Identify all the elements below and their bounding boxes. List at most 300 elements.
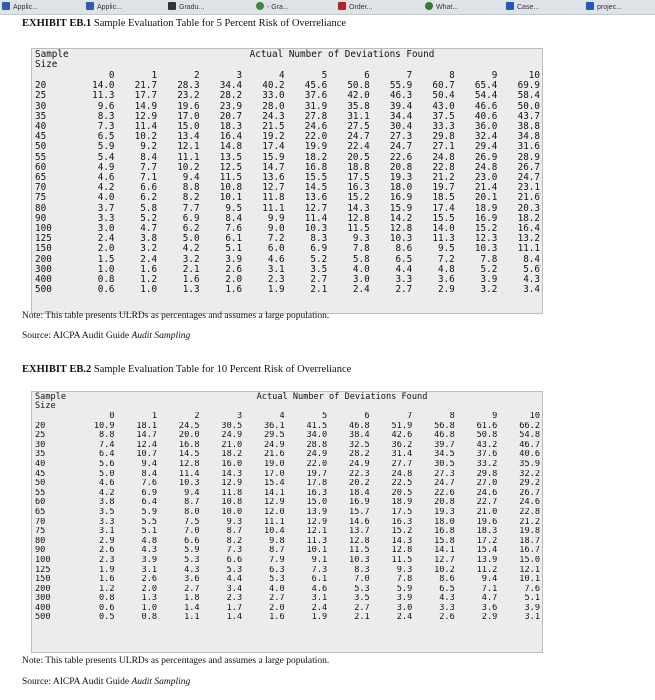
table-cell: 24.9 xyxy=(306,450,328,460)
table-cell: 12.5 xyxy=(219,162,243,173)
table-cell: 38.4 xyxy=(349,431,370,441)
table-cell: 24.6 xyxy=(519,498,540,508)
bookmark-favicon-icon xyxy=(256,2,264,10)
table-cell: 2.3 xyxy=(226,594,243,604)
table-row xyxy=(32,265,542,275)
bookmark-bar xyxy=(0,0,655,15)
table-cell: 15.2 xyxy=(347,193,370,204)
table-row xyxy=(32,173,542,183)
table-cell: 8.3 xyxy=(97,111,115,122)
table-cell: 46.8 xyxy=(434,431,455,441)
table-cell: 17.0 xyxy=(263,469,285,479)
table-cell: 3.6 xyxy=(437,275,455,286)
table-cell: 6.1 xyxy=(225,234,243,245)
table-cell: 17.2 xyxy=(476,536,498,546)
table-cell: 16.9 xyxy=(349,498,370,508)
table-cell: 50.0 xyxy=(517,101,540,112)
bookmark-favicon-icon xyxy=(2,2,10,10)
table-cell: 46.6 xyxy=(474,101,498,112)
table-cell: 2.4 xyxy=(311,603,328,613)
table-cell: 15.4 xyxy=(476,546,498,556)
table-cell: 11.4 xyxy=(134,122,158,133)
table-cell: 8.0 xyxy=(184,507,200,517)
table-cell: 2.0 xyxy=(269,603,285,613)
table-cell: 9.6 xyxy=(97,101,115,112)
table-header xyxy=(32,49,542,71)
table-cell: 15.5 xyxy=(432,213,455,224)
header-size-label: Size xyxy=(35,401,56,411)
table-cell: 13.9 xyxy=(306,507,328,517)
table-cell: 9.4 xyxy=(182,173,200,184)
table-cell: 12.8 xyxy=(389,224,413,235)
document-page xyxy=(0,15,655,700)
bookmark-tab[interactable]: - Gra... xyxy=(256,2,289,12)
table-cell: 12.7 xyxy=(304,203,328,214)
table-cell: 69.9 xyxy=(517,81,540,92)
table-cell: 8.6 xyxy=(439,575,455,585)
table-cell: 2.7 xyxy=(395,285,413,296)
sample-size-cell: 55 xyxy=(35,152,47,163)
table-cell: 4.3 xyxy=(141,546,158,556)
table-row xyxy=(32,255,542,265)
table-cell: 8.7 xyxy=(226,527,243,537)
table-cell: 21.0 xyxy=(221,440,243,450)
table-cell: 11.4 xyxy=(178,469,200,479)
table-cell: 6.9 xyxy=(141,488,158,498)
table-cell: 2.9 xyxy=(481,613,498,623)
table-cell: 10.3 xyxy=(474,244,498,255)
table-cell: 2.7 xyxy=(310,275,328,286)
table-cell: 6.1 xyxy=(311,575,328,585)
table-cell: 6.9 xyxy=(182,213,200,224)
table-cell: 46.3 xyxy=(389,91,413,102)
column-header: 3 xyxy=(236,71,243,81)
table-cell: 27.5 xyxy=(347,122,370,133)
table-cell: 40.6 xyxy=(519,450,540,460)
table-cell: 51.9 xyxy=(391,421,413,431)
table-cell: 16.9 xyxy=(389,193,413,204)
data-table xyxy=(32,412,542,623)
table-cell: 1.0 xyxy=(141,603,158,613)
column-header: 8 xyxy=(449,71,455,81)
table-cell: 19.6 xyxy=(177,101,200,112)
table-cell: 5.3 xyxy=(226,565,243,575)
table-cell: 37.5 xyxy=(432,111,455,122)
table-cell: 4.9 xyxy=(97,162,115,173)
sample-size-cell: 75 xyxy=(35,193,47,204)
table-cell: 22.8 xyxy=(519,507,540,517)
table-cell: 0.8 xyxy=(97,275,115,286)
table-cell: 1.0 xyxy=(140,285,158,296)
table-cell: 22.3 xyxy=(349,469,370,479)
table-cell: 27.3 xyxy=(389,132,413,143)
table-cell: 6.2 xyxy=(140,193,158,204)
table-cell: 15.0 xyxy=(306,498,328,508)
table-cell: 5.1 xyxy=(524,594,540,604)
sample-size-cell: 80 xyxy=(35,203,47,214)
sample-size-cell: 40 xyxy=(35,459,46,469)
table-cell: 43.7 xyxy=(517,111,540,122)
table-cell: 4.6 xyxy=(311,584,328,594)
header-caption: Actual Number of Deviations Found xyxy=(249,49,435,60)
table-cell: 18.2 xyxy=(517,213,540,224)
table-cell: 3.0 xyxy=(97,224,115,235)
table-cell: 37.6 xyxy=(304,91,328,102)
table-cell: 11.2 xyxy=(476,565,498,575)
column-header: 9 xyxy=(491,71,498,81)
table-cell: 32.2 xyxy=(519,469,540,479)
table-cell: 3.3 xyxy=(395,275,413,286)
table-cell: 26.9 xyxy=(474,152,498,163)
header-size-label: Size xyxy=(35,59,58,70)
table-cell: 18.2 xyxy=(221,450,243,460)
table-cell: 11.3 xyxy=(306,536,328,546)
table-row xyxy=(32,527,542,537)
table-cell: 10.3 xyxy=(304,224,328,235)
table-cell: 8.4 xyxy=(225,213,243,224)
sample-size-cell: 90 xyxy=(35,546,46,556)
table-cell: 14.6 xyxy=(349,517,370,527)
table-cell: 1.4 xyxy=(226,613,243,623)
exhibit-1-title-text: Sample Evaluation Table for 5 Percent Risk of Overreliance xyxy=(93,18,347,29)
table-cell: 19.6 xyxy=(476,517,498,527)
table-cell: 13.9 xyxy=(476,555,498,565)
column-header-sample-size xyxy=(32,412,74,422)
sample-size-cell: 300 xyxy=(35,594,51,604)
table-cell: 3.9 xyxy=(396,594,413,604)
table-cell: 29.8 xyxy=(476,469,498,479)
table-cell: 4.2 xyxy=(97,183,115,194)
table-cell: 17.4 xyxy=(432,203,455,214)
table-cell: 24.8 xyxy=(432,152,455,163)
table-row xyxy=(32,604,542,614)
table-cell: 3.1 xyxy=(311,594,328,604)
table-cell: 43.2 xyxy=(476,440,498,450)
table-cell: 10.1 xyxy=(306,546,328,556)
table-cell: 3.9 xyxy=(141,555,158,565)
table-cell: 6.5 xyxy=(395,254,413,265)
sample-size-cell: 55 xyxy=(35,488,46,498)
table-cell: 19.7 xyxy=(432,183,455,194)
table-cell: 7.1 xyxy=(481,584,498,594)
table-cell: 28.0 xyxy=(262,101,285,112)
table-cell: 5.1 xyxy=(141,527,158,537)
table-cell: 11.1 xyxy=(517,244,540,255)
table-cell: 18.0 xyxy=(389,183,413,194)
table-row xyxy=(32,91,542,101)
table-cell: 20.1 xyxy=(474,193,498,204)
sample-size-cell: 200 xyxy=(35,584,51,594)
table-cell: 9.5 xyxy=(437,244,455,255)
table-row xyxy=(32,575,542,585)
table-cell: 0.6 xyxy=(97,285,115,296)
table-cell: 38.8 xyxy=(517,122,540,133)
table-cell: 27.1 xyxy=(432,142,455,153)
column-header: 9 xyxy=(492,412,498,421)
table-cell: 26.7 xyxy=(517,162,540,173)
table-cell: 45.6 xyxy=(304,81,328,92)
bookmark-tab[interactable]: projec... xyxy=(586,2,622,12)
table-cell: 18.9 xyxy=(391,498,413,508)
table-cell: 5.9 xyxy=(141,507,158,517)
table-cell: 7.1 xyxy=(140,173,158,184)
table-cell: 11.8 xyxy=(221,488,243,498)
table-cell: 2.4 xyxy=(140,254,158,265)
table-cell: 14.5 xyxy=(304,183,328,194)
table-cell: 1.6 xyxy=(225,285,243,296)
table-cell: 17.8 xyxy=(306,479,328,489)
bookmark-tab[interactable]: Applic... xyxy=(2,2,38,12)
table-cell: 2.3 xyxy=(99,555,115,565)
sample-size-cell: 200 xyxy=(35,254,52,265)
table-cell: 3.5 xyxy=(354,594,370,604)
table-cell: 18.8 xyxy=(347,162,370,173)
table-row xyxy=(32,594,542,604)
column-header-sample-size xyxy=(32,71,74,81)
table-cell: 31.9 xyxy=(304,101,328,112)
table-cell: 8.4 xyxy=(141,469,158,479)
table-cell: 14.0 xyxy=(432,224,455,235)
sample-size-cell: 60 xyxy=(35,498,46,508)
table-cell: 7.7 xyxy=(182,203,200,214)
column-header: 3 xyxy=(236,412,243,421)
table-cell: 24.9 xyxy=(263,440,285,450)
sample-size-cell: 125 xyxy=(35,234,52,245)
bookmark-tab[interactable]: Case... xyxy=(506,2,539,12)
table-cell: 2.3 xyxy=(267,275,285,286)
table-cell: 2.6 xyxy=(439,613,455,623)
table-cell: 29.8 xyxy=(432,132,455,143)
table-cell: 9.4 xyxy=(141,459,158,469)
table-row xyxy=(32,508,542,518)
table-cell: 7.0 xyxy=(184,527,200,537)
table-cell: 3.9 xyxy=(480,275,498,286)
bookmark-tab[interactable]: Applic... xyxy=(86,2,122,12)
table-cell: 15.5 xyxy=(304,173,328,184)
table-cell: 6.4 xyxy=(141,498,158,508)
table-cell: 9.4 xyxy=(481,575,498,585)
exhibit-1-title xyxy=(22,18,346,29)
table-cell: 10.0 xyxy=(221,507,243,517)
table-cell: 14.7 xyxy=(136,431,158,441)
exhibit-2-table xyxy=(31,391,543,653)
table-cell: 1.2 xyxy=(140,275,158,286)
table-cell: 23.9 xyxy=(219,101,243,112)
table-cell: 9.8 xyxy=(269,536,285,546)
table-cell: 1.4 xyxy=(184,603,200,613)
table-cell: 6.5 xyxy=(439,584,455,594)
sample-size-cell: 150 xyxy=(35,575,51,585)
bookmark-favicon-icon xyxy=(338,2,346,10)
table-cell: 17.4 xyxy=(262,142,285,153)
table-cell: 20.7 xyxy=(219,111,243,122)
table-cell: 24.5 xyxy=(178,421,200,431)
table-cell: 12.9 xyxy=(263,498,285,508)
table-cell: 5.1 xyxy=(225,244,243,255)
table-cell: 24.3 xyxy=(262,111,285,122)
table-cell: 18.2 xyxy=(304,152,328,163)
table-cell: 10.8 xyxy=(219,183,243,194)
column-header: 5 xyxy=(321,71,328,81)
table-row xyxy=(32,489,542,499)
table-cell: 7.4 xyxy=(99,440,115,450)
table-cell: 11.1 xyxy=(262,203,285,214)
table-cell: 16.4 xyxy=(517,224,540,235)
table-cell: 11.5 xyxy=(391,555,413,565)
table-cell: 16.9 xyxy=(474,213,498,224)
table-cell: 12.3 xyxy=(474,234,498,245)
table-cell: 34.8 xyxy=(517,132,540,143)
table-row xyxy=(32,193,542,203)
table-cell: 36.0 xyxy=(474,122,498,133)
table-cell: 1.3 xyxy=(182,285,200,296)
table-cell: 5.3 xyxy=(184,555,200,565)
table-cell: 56.8 xyxy=(434,421,455,431)
table-cell: 2.0 xyxy=(97,244,115,255)
bookmark-tab[interactable]: Order... xyxy=(338,2,372,12)
table-cell: 9.3 xyxy=(352,234,370,245)
table-cell: 3.7 xyxy=(97,203,115,214)
table-cell: 17.0 xyxy=(177,111,200,122)
table-row xyxy=(32,204,542,214)
table-row xyxy=(32,214,542,224)
column-header: 1 xyxy=(151,71,158,81)
table-cell: 7.3 xyxy=(97,122,115,133)
table-cell: 10.3 xyxy=(349,555,370,565)
table-cell: 8.4 xyxy=(523,254,540,265)
exhibit-1-source: Source: AICPA Audit Guide Audit Sampling xyxy=(22,331,191,341)
sample-size-cell: 400 xyxy=(35,603,51,613)
table-cell: 7.2 xyxy=(437,254,455,265)
table-cell: 7.6 xyxy=(141,479,158,489)
table-cell: 15.9 xyxy=(389,203,413,214)
table-cell: 1.8 xyxy=(184,594,200,604)
table-cell: 4.3 xyxy=(439,594,455,604)
table-cell: 36.1 xyxy=(263,421,285,431)
table-cell: 5.3 xyxy=(354,584,370,594)
table-cell: 23.2 xyxy=(177,91,200,102)
table-cell: 5.8 xyxy=(140,203,158,214)
table-cell: 13.6 xyxy=(304,193,328,204)
table-cell: 21.7 xyxy=(134,81,158,92)
table-cell: 7.3 xyxy=(311,565,328,575)
column-header-row xyxy=(32,71,542,81)
table-cell: 15.4 xyxy=(263,479,285,489)
table-cell: 15.0 xyxy=(519,555,540,565)
bookmark-tab[interactable]: What... xyxy=(425,2,458,12)
table-cell: 10.3 xyxy=(178,479,200,489)
bookmark-tab[interactable]: Gradu... xyxy=(168,2,204,12)
table-cell: 7.3 xyxy=(226,546,243,556)
table-cell: 18.0 xyxy=(434,517,455,527)
table-cell: 39.4 xyxy=(389,101,413,112)
sample-size-cell: 80 xyxy=(35,536,46,546)
table-cell: 12.8 xyxy=(347,213,370,224)
table-cell: 4.2 xyxy=(182,244,200,255)
table-cell: 21.0 xyxy=(476,507,498,517)
table-cell: 22.7 xyxy=(476,498,498,508)
table-cell: 10.1 xyxy=(219,193,243,204)
table-cell: 21.4 xyxy=(474,183,498,194)
table-cell: 35.8 xyxy=(347,101,370,112)
table-cell: 24.7 xyxy=(517,173,540,184)
table-cell: 15.7 xyxy=(349,507,370,517)
table-cell: 1.0 xyxy=(97,264,115,275)
table-cell: 22.0 xyxy=(306,459,328,469)
sample-size-cell: 25 xyxy=(35,431,46,441)
table-cell: 46.8 xyxy=(349,421,370,431)
table-cell: 1.6 xyxy=(182,275,200,286)
table-cell: 3.0 xyxy=(396,603,413,613)
table-row xyxy=(32,422,542,432)
table-cell: 29.2 xyxy=(519,479,540,489)
table-row xyxy=(32,431,542,441)
table-row xyxy=(32,441,542,451)
table-cell: 23.1 xyxy=(517,183,540,194)
table-cell: 14.1 xyxy=(434,546,455,556)
table-cell: 14.3 xyxy=(221,469,243,479)
table-cell: 16.8 xyxy=(178,440,200,450)
table-cell: 2.6 xyxy=(141,575,158,585)
table-cell: 27.0 xyxy=(476,479,498,489)
table-cell: 10.3 xyxy=(389,234,413,245)
sample-size-cell: 40 xyxy=(35,122,47,133)
sample-size-cell: 70 xyxy=(35,517,46,527)
table-cell: 8.7 xyxy=(269,546,285,556)
sample-size-cell: 25 xyxy=(35,91,47,102)
table-row xyxy=(32,479,542,489)
table-cell: 5.9 xyxy=(396,584,413,594)
table-cell: 9.9 xyxy=(267,213,285,224)
table-cell: 21.2 xyxy=(432,173,455,184)
table-cell: 24.8 xyxy=(474,162,498,173)
table-cell: 15.2 xyxy=(391,527,413,537)
table-cell: 12.8 xyxy=(349,536,370,546)
table-cell: 1.7 xyxy=(226,603,243,613)
table-cell: 28.3 xyxy=(177,81,200,92)
table-cell: 39.7 xyxy=(434,440,455,450)
sample-size-cell: 300 xyxy=(35,264,52,275)
sample-size-cell: 500 xyxy=(35,613,51,623)
table-cell: 12.7 xyxy=(434,555,455,565)
table-row xyxy=(32,153,542,163)
table-cell: 3.4 xyxy=(226,584,243,594)
table-cell: 18.3 xyxy=(476,527,498,537)
table-cell: 21.2 xyxy=(519,517,540,527)
table-cell: 4.8 xyxy=(437,264,455,275)
table-cell: 7.8 xyxy=(396,575,413,585)
table-cell: 10.2 xyxy=(134,132,158,143)
table-cell: 4.4 xyxy=(226,575,243,585)
table-cell: 14.3 xyxy=(347,203,370,214)
table-cell: 26.7 xyxy=(519,488,540,498)
table-cell: 4.0 xyxy=(352,264,370,275)
table-cell: 5.0 xyxy=(99,469,115,479)
table-cell: 28.8 xyxy=(306,440,328,450)
table-cell: 19.2 xyxy=(262,132,285,143)
table-cell: 8.2 xyxy=(226,536,243,546)
table-cell: 32.4 xyxy=(474,132,498,143)
table-cell: 1.9 xyxy=(311,613,328,623)
table-cell: 19.8 xyxy=(519,527,540,537)
table-cell: 11.3 xyxy=(92,91,115,102)
table-cell: 12.9 xyxy=(221,479,243,489)
table-cell: 20.8 xyxy=(434,498,455,508)
table-cell: 37.6 xyxy=(476,450,498,460)
column-header: 8 xyxy=(449,412,455,421)
table-cell: 9.3 xyxy=(226,517,243,527)
table-row xyxy=(32,224,542,234)
